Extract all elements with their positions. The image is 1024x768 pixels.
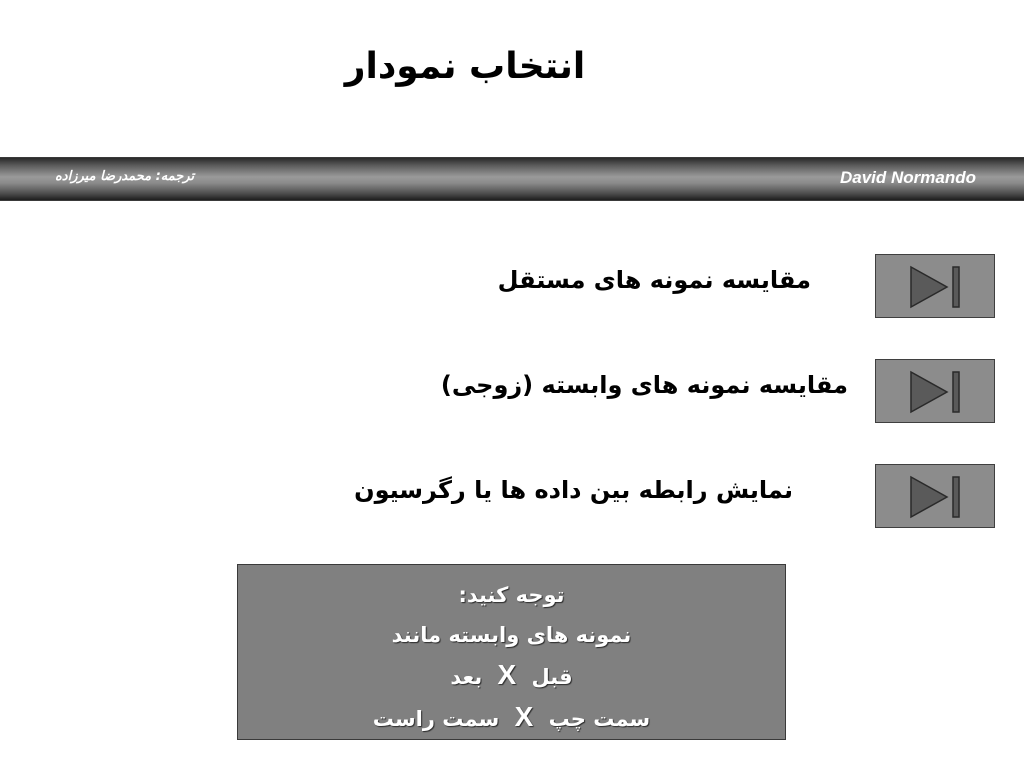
menu-item-paired-samples [0, 359, 1024, 425]
note-x-symbol: X [514, 701, 534, 732]
note-after: بعد [450, 665, 483, 689]
menu-item-independent-samples [0, 254, 1024, 320]
play-skip-icon [909, 475, 963, 519]
note-left: سمت چپ [548, 707, 651, 731]
menu-item-regression [0, 464, 1024, 530]
note-line-before-after [238, 655, 785, 697]
note-line-left-right [238, 697, 785, 739]
author-credit: David Normando [839, 168, 976, 187]
paired-samples-button[interactable] [875, 359, 995, 423]
note-box [237, 564, 786, 740]
header-banner [0, 157, 1024, 201]
play-skip-icon [909, 370, 963, 414]
play-skip-icon [909, 265, 963, 309]
note-right: سمت راست [372, 707, 500, 731]
note-line-dependent-samples: نمونه های وابسته مانند [391, 623, 632, 647]
menu-item-label: مقایسه نمونه های وابسته (زوجی) [440, 371, 848, 399]
slide-title: انتخاب نمودار [344, 46, 586, 87]
menu-item-label: مقایسه نمونه های مستقل [497, 266, 811, 294]
note-heading: توجه کنید: [458, 583, 565, 607]
note-before: قبل [531, 665, 573, 689]
note-x-symbol: X [497, 659, 517, 690]
translator-credit: ترجمه: محمدرضا میرزاده [55, 169, 195, 184]
regression-button[interactable] [875, 464, 995, 528]
menu-item-label: نمایش رابطه بین داده ها یا رگرسیون [354, 476, 793, 504]
independent-samples-button[interactable] [875, 254, 995, 318]
